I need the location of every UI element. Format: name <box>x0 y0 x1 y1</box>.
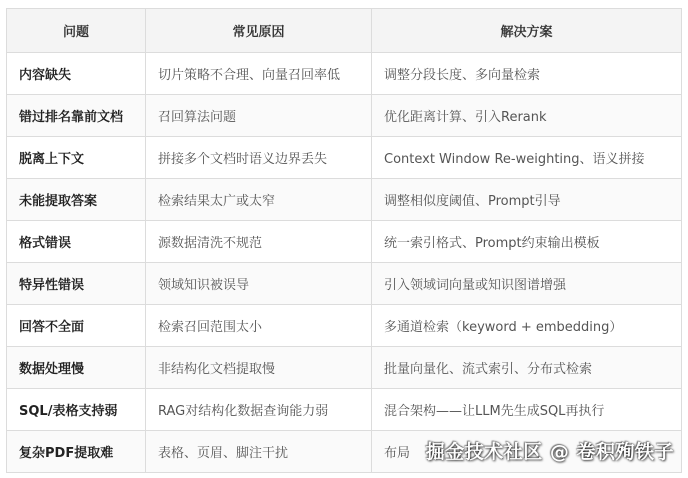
solution-cell: Context Window Re-weighting、语义拼接 <box>372 137 682 179</box>
rag-problems-table-container <box>6 8 681 472</box>
table-row <box>7 263 682 305</box>
problem-cell: 特异性错误 <box>7 263 146 305</box>
problem-cell: 未能提取答案 <box>7 179 146 221</box>
cause-cell: 非结构化文档提取慢 <box>146 347 372 389</box>
table-row <box>7 389 682 431</box>
cause-cell: 源数据清洗不规范 <box>146 221 372 263</box>
cause-cell: 表格、页眉、脚注干扰 <box>146 431 372 473</box>
problem-cell: SQL/表格支持弱 <box>7 389 146 431</box>
table-header <box>7 9 682 53</box>
cause-cell: 召回算法问题 <box>146 95 372 137</box>
problem-cell: 错过排名靠前文档 <box>7 95 146 137</box>
table-row <box>7 431 682 473</box>
problem-cell: 回答不全面 <box>7 305 146 347</box>
solution-cell: 布局 <box>372 431 682 473</box>
table-row <box>7 95 682 137</box>
solution-cell: 优化距离计算、引入Rerank <box>372 95 682 137</box>
solution-cell: 批量向量化、流式索引、分布式检索 <box>372 347 682 389</box>
solution-cell: 多通道检索（keyword + embedding） <box>372 305 682 347</box>
header-problem: 问题 <box>7 9 146 53</box>
header-row <box>7 9 682 53</box>
cause-cell: 领域知识被误导 <box>146 263 372 305</box>
table-row <box>7 137 682 179</box>
watermark: 掘金技术社区 @ 卷积殉铁子 <box>425 441 674 463</box>
rag-problems-table <box>6 8 682 473</box>
problem-cell: 内容缺失 <box>7 53 146 95</box>
table-body <box>7 53 682 473</box>
header-solution: 解决方案 <box>372 9 682 53</box>
solution-cell: 引入领域词向量或知识图谱增强 <box>372 263 682 305</box>
cause-cell: 检索结果太广或太窄 <box>146 179 372 221</box>
table-row <box>7 347 682 389</box>
problem-cell: 格式错误 <box>7 221 146 263</box>
header-cause: 常见原因 <box>146 9 372 53</box>
cause-cell: 切片策略不合理、向量召回率低 <box>146 53 372 95</box>
solution-cell: 调整分段长度、多向量检索 <box>372 53 682 95</box>
table-row <box>7 53 682 95</box>
problem-cell: 数据处理慢 <box>7 347 146 389</box>
cause-cell: 拼接多个文档时语义边界丢失 <box>146 137 372 179</box>
cause-cell: RAG对结构化数据查询能力弱 <box>146 389 372 431</box>
solution-cell: 统一索引格式、Prompt约束输出模板 <box>372 221 682 263</box>
problem-cell: 脱离上下文 <box>7 137 146 179</box>
solution-cell: 混合架构——让LLM先生成SQL再执行 <box>372 389 682 431</box>
table-row <box>7 221 682 263</box>
table-row <box>7 179 682 221</box>
table-row <box>7 305 682 347</box>
solution-cell: 调整相似度阈值、Prompt引导 <box>372 179 682 221</box>
cause-cell: 检索召回范围太小 <box>146 305 372 347</box>
problem-cell: 复杂PDF提取难 <box>7 431 146 473</box>
